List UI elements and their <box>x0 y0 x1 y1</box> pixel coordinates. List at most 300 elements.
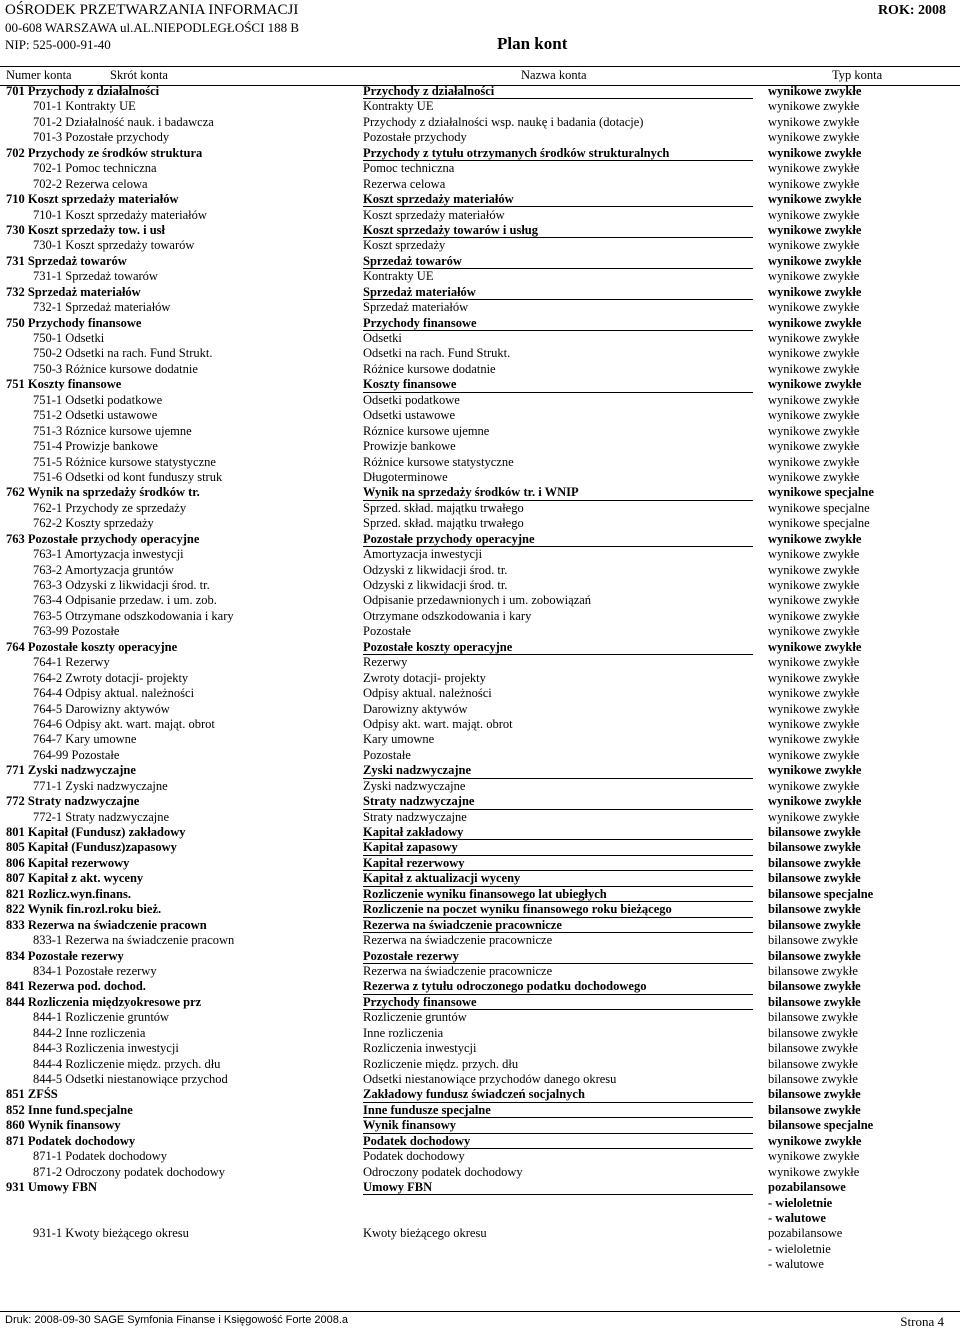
account-type: - walutowe <box>768 1257 824 1272</box>
account-name: Odsetki <box>363 331 402 345</box>
table-row <box>0 671 960 686</box>
account-code: 805 Kapitał (Fundusz)zapasowy <box>6 840 177 855</box>
column-header-type: Typ konta <box>832 68 883 82</box>
account-type: bilansowe zwykłe <box>768 1072 858 1086</box>
table-row <box>0 84 960 99</box>
account-name: Odpisy aktual. należności <box>363 686 492 701</box>
account-type: wynikowe zwykłe <box>768 207 860 222</box>
table-row <box>0 424 960 439</box>
table-row <box>0 516 960 531</box>
account-type: wynikowe zwykłe <box>768 809 860 824</box>
account-code: 844-2 Inne rozliczenia <box>33 1025 146 1040</box>
account-name: Przychody finansowe <box>363 316 753 331</box>
table-row <box>0 1041 960 1056</box>
table-row <box>0 1257 960 1272</box>
account-name: Przychody z działalności <box>363 84 753 99</box>
table-row <box>0 362 960 377</box>
table-row <box>0 840 960 855</box>
table-row <box>0 902 960 917</box>
account-type: wynikowe zwykłe <box>768 346 860 361</box>
account-code: 701 Przychody z działalności <box>6 84 160 98</box>
table-row <box>0 300 960 315</box>
table-row <box>0 655 960 670</box>
account-code: 763-5 Otrzymane odszkodowania i kary <box>33 608 234 623</box>
account-type: wynikowe zwykłe <box>768 222 862 237</box>
account-name: Podatek dochodowy <box>363 1149 465 1164</box>
account-name: Odroczony podatek dochodowy <box>363 1164 523 1179</box>
account-code: 751-2 Odsetki ustawowe <box>33 408 158 423</box>
account-type: wynikowe zwykłe <box>768 732 860 747</box>
account-name: Rezerwa na świadczenie pracownicze <box>363 933 553 948</box>
table-row <box>0 979 960 994</box>
account-name: Kapitał zakładowy <box>363 825 753 840</box>
account-type: bilansowe zwykłe <box>768 871 861 886</box>
table-row <box>0 346 960 361</box>
account-type: bilansowe zwykłe <box>768 1056 858 1071</box>
column-header-row <box>0 66 960 86</box>
account-code: 844-5 Odsetki niestanowiące przychod <box>33 1072 228 1086</box>
account-code: 750-3 Różnice kursowe dodatnie <box>33 361 198 376</box>
page-footer <box>0 1311 960 1330</box>
table-row <box>0 794 960 809</box>
account-code: 844-1 Rozliczenie gruntów <box>33 1010 170 1025</box>
account-name: Pomoc techniczna <box>363 161 455 176</box>
account-name: Podatek dochodowy <box>363 1134 753 1149</box>
account-type: bilansowe zwykłe <box>768 1025 858 1040</box>
account-name: Zyski nadzwyczajne <box>363 763 753 778</box>
table-row <box>0 609 960 624</box>
account-code: 750-1 Odsetki <box>33 331 105 345</box>
table-row <box>0 856 960 871</box>
account-type: wynikowe zwykłe <box>768 284 862 299</box>
account-type: bilansowe zwykłe <box>768 840 861 855</box>
account-name: Rezerwa na świadczenie pracownicze <box>363 918 753 933</box>
account-type: wynikowe zwykłe <box>768 161 860 176</box>
account-name: Odzyski z likwidacji środ. tr. <box>363 578 508 592</box>
account-name: Zwroty dotacji- projekty <box>363 670 486 685</box>
account-name: Kwoty bieżącego okresu <box>363 1226 487 1241</box>
account-name: Długoterminowe <box>363 469 448 484</box>
account-name: Odsetki na rach. Fund Strukt. <box>363 346 511 361</box>
table-row <box>0 161 960 176</box>
accounts-table <box>0 84 960 1273</box>
table-row <box>0 1242 960 1257</box>
account-code: 871-2 Odroczony podatek dochodowy <box>33 1164 225 1179</box>
account-type: wynikowe specjalne <box>768 500 870 515</box>
table-row <box>0 1149 960 1164</box>
account-type: wynikowe zwykłe <box>768 1133 862 1148</box>
account-name: Kapitał rezerwowy <box>363 856 753 871</box>
account-code: 771-1 Zyski nadzwyczajne <box>33 778 168 793</box>
table-row <box>0 377 960 392</box>
account-name: Koszt sprzedaży materiałów <box>363 192 753 207</box>
account-name: Pozostałe <box>363 747 411 762</box>
organization-info <box>5 2 299 53</box>
table-row <box>0 763 960 778</box>
table-row <box>0 331 960 346</box>
account-name: Amortyzacja inwestycji <box>363 547 483 562</box>
account-name: Przychody z tytułu otrzymanych środków strukturalnych <box>363 146 753 161</box>
table-row <box>0 686 960 701</box>
account-type: bilansowe zwykłe <box>768 825 861 839</box>
table-row <box>0 624 960 639</box>
account-code: 764-2 Zwroty dotacji- projekty <box>33 670 189 685</box>
account-type: wynikowe zwykłe <box>768 99 860 114</box>
table-row <box>0 748 960 763</box>
table-row <box>0 702 960 717</box>
table-row <box>0 1118 960 1133</box>
account-code: 931-1 Kwoty bieżącego okresu <box>33 1226 189 1241</box>
account-type: wynikowe specjalne <box>768 485 874 500</box>
account-type: wynikowe zwykłe <box>768 593 860 608</box>
account-code: 730 Koszt sprzedaży tow. i usł <box>6 222 166 237</box>
account-type: wynikowe zwykłe <box>768 331 860 345</box>
account-code: 844-3 Rozliczenia inwestycji <box>33 1041 179 1056</box>
table-row <box>0 779 960 794</box>
account-name: Rozliczenie gruntów <box>363 1010 467 1025</box>
account-type: wynikowe zwykłe <box>768 794 862 809</box>
account-code: 750 Przychody finansowe <box>6 315 142 330</box>
account-type: bilansowe zwykłe <box>768 1010 858 1025</box>
account-type: bilansowe zwykłe <box>768 1087 861 1102</box>
account-type: bilansowe zwykłe <box>768 902 861 917</box>
account-name: Inne fundusze specjalne <box>363 1103 753 1118</box>
account-type: wynikowe zwykłe <box>768 701 860 716</box>
account-type: bilansowe zwykłe <box>768 979 861 994</box>
account-name: Koszt sprzedaży towarów i usług <box>363 223 753 238</box>
account-type: wynikowe zwykłe <box>768 315 862 330</box>
table-row <box>0 933 960 948</box>
account-name: Pozostałe przychody <box>363 130 467 145</box>
account-name: Kapitał z aktualizacji wyceny <box>363 871 753 886</box>
account-type: wynikowe specjalne <box>768 516 870 531</box>
organization-nip: NIP: 525-000-91-40 <box>5 37 111 52</box>
table-row <box>0 1010 960 1025</box>
account-code: 702-1 Pomoc techniczna <box>33 161 157 176</box>
account-code: 860 Wynik finansowy <box>6 1118 121 1133</box>
account-name: Sprzed. skład. majątku trwałego <box>363 516 524 531</box>
column-header-name: Nazwa konta <box>521 68 587 82</box>
page-number: Strona 4 <box>900 1314 944 1329</box>
account-code: 762-2 Koszty sprzedaży <box>33 516 154 531</box>
account-type: wynikowe zwykłe <box>768 469 860 484</box>
account-type: wynikowe zwykłe <box>768 84 862 98</box>
table-row <box>0 223 960 238</box>
account-type: wynikowe zwykłe <box>768 547 860 562</box>
account-name: Koszty finansowe <box>363 377 753 392</box>
account-name: Różnice kursowe statystyczne <box>363 454 514 469</box>
account-type: - wieloletnie <box>768 1241 831 1256</box>
table-row <box>0 871 960 886</box>
table-row <box>0 238 960 253</box>
table-row <box>0 810 960 825</box>
account-code: 833-1 Rezerwa na świadczenie pracown <box>33 933 235 948</box>
account-type: wynikowe zwykłe <box>768 778 860 793</box>
account-code: 833 Rezerwa na świadczenie pracown <box>6 917 207 932</box>
account-name: Rezerwa z tytułu odroczonego podatku dochodowego <box>363 979 753 994</box>
table-row <box>0 1134 960 1149</box>
account-type: wynikowe zwykłe <box>768 670 860 685</box>
account-type: - wieloletnie <box>768 1195 833 1210</box>
table-row <box>0 192 960 207</box>
table-row <box>0 547 960 562</box>
account-type: wynikowe zwykłe <box>768 531 862 546</box>
account-name: Rozliczenie na poczet wyniku finansowego roku bieżącego <box>363 902 753 917</box>
account-name: Odpisy akt. wart. mająt. obrot <box>363 716 513 731</box>
account-name: Zakładowy fundusz świadczeń socjalnych <box>363 1087 753 1102</box>
account-code: 750-2 Odsetki na rach. Fund Strukt. <box>33 346 213 361</box>
account-code: 763-2 Amortyzacja gruntów <box>33 562 174 577</box>
account-name: Rezerwa na świadczenie pracownicze <box>363 963 553 978</box>
account-type: wynikowe zwykłe <box>768 578 860 592</box>
organization-name: OŚRODEK PRZETWARZANIA INFORMACJI <box>5 2 299 18</box>
account-code: 730-1 Koszt sprzedaży towarów <box>33 238 195 253</box>
account-type: bilansowe zwykłe <box>768 994 861 1009</box>
table-row <box>0 439 960 454</box>
account-code: 834-1 Pozostałe rezerwy <box>33 963 157 978</box>
account-name: Koszt sprzedaży materiałów <box>363 207 505 222</box>
table-row <box>0 269 960 284</box>
account-type: wynikowe zwykłe <box>768 145 862 160</box>
account-type: wynikowe zwykłe <box>768 192 862 207</box>
account-type: wynikowe zwykłe <box>768 392 860 407</box>
table-row <box>0 285 960 300</box>
account-name: Odzyski z likwidacji środ. tr. <box>363 562 508 577</box>
account-name: Kary umowne <box>363 732 435 747</box>
account-code: 702-2 Rezerwa celowa <box>33 176 148 191</box>
account-name: Kapitał zapasowy <box>363 840 753 855</box>
account-code: 751-5 Różnice kursowe statystyczne <box>33 454 216 469</box>
table-row <box>0 1087 960 1102</box>
account-name: Rozliczenie międz. przych. dłu <box>363 1056 519 1071</box>
account-type: wynikowe zwykłe <box>768 655 860 670</box>
table-row <box>0 1211 960 1226</box>
account-code: 701-3 Pozostałe przychody <box>33 130 170 145</box>
table-row <box>0 316 960 331</box>
account-type: wynikowe zwykłe <box>768 130 860 145</box>
account-name: Rozliczenie wyniku finansowego lat ubiegłych <box>363 887 753 902</box>
table-row <box>0 532 960 547</box>
account-code: 732 Sprzedaż materiałów <box>6 284 141 299</box>
account-code: 751-1 Odsetki podatkowe <box>33 392 163 407</box>
account-code: 801 Kapitał (Fundusz) zakładowy <box>6 825 186 839</box>
account-name: Rezerwa celowa <box>363 176 446 191</box>
account-type: pozabilansowe <box>768 1180 846 1195</box>
account-code: 931 Umowy FBN <box>6 1180 97 1195</box>
account-type: wynikowe zwykłe <box>768 238 860 253</box>
account-code: 771 Zyski nadzwyczajne <box>6 763 136 778</box>
account-name: Różnice kursowe dodatnie <box>363 361 496 376</box>
account-type: wynikowe zwykłe <box>768 1149 860 1164</box>
table-row <box>0 177 960 192</box>
account-code: 762 Wynik na sprzedaży środków tr. <box>6 485 200 500</box>
account-code: 844 Rozliczenia międzyokresowe prz <box>6 994 202 1009</box>
account-name: Wynik na sprzedaży środków tr. i WNIP <box>363 485 753 500</box>
account-type: wynikowe zwykłe <box>768 176 860 191</box>
account-type: bilansowe zwykłe <box>768 1102 861 1117</box>
account-code: 807 Kapitał z akt. wyceny <box>6 871 144 886</box>
table-row <box>0 485 960 500</box>
account-name: Pozostałe przychody operacyjne <box>363 532 753 547</box>
account-name: Wynik finansowy <box>363 1118 753 1133</box>
account-name: Przychody finansowe <box>363 995 753 1010</box>
account-name: Sprzedaż towarów <box>363 254 753 269</box>
account-type: wynikowe zwykłe <box>768 562 860 577</box>
account-name: Pozostałe rezerwy <box>363 949 753 964</box>
table-row <box>0 115 960 130</box>
account-code: 763 Pozostałe przychody operacyjne <box>6 531 200 546</box>
table-row <box>0 1026 960 1041</box>
account-code: 763-3 Odzyski z likwidacji środ. tr. <box>33 578 210 592</box>
account-name: Inne rozliczenia <box>363 1025 444 1040</box>
account-name: Sprzedaż materiałów <box>363 285 753 300</box>
table-row <box>0 501 960 516</box>
organization-address: 00-608 WARSZAWA ul.AL.NIEPODLEGŁOŚCI 188 B <box>5 20 300 35</box>
table-row <box>0 949 960 964</box>
table-row <box>0 1165 960 1180</box>
account-name: Sprzed. skład. majątku trwałego <box>363 500 524 515</box>
table-row <box>0 732 960 747</box>
table-row <box>0 254 960 269</box>
table-row <box>0 717 960 732</box>
account-code: 764 Pozostałe koszty operacyjne <box>6 639 178 654</box>
account-code: 702 Przychody ze środków struktura <box>6 145 203 160</box>
table-row <box>0 1196 960 1211</box>
account-type: wynikowe zwykłe <box>768 439 860 454</box>
account-code: 821 Rozlicz.wyn.finans. <box>6 886 131 901</box>
table-row <box>0 146 960 161</box>
account-code: 763-4 Odpisanie przedaw. i um. zob. <box>33 593 217 608</box>
account-name: Straty nadzwyczajne <box>363 794 753 809</box>
account-name: Umowy FBN <box>363 1180 753 1195</box>
account-name: Przychody z działalności wsp. naukę i badania (dotacje) <box>363 114 644 129</box>
account-code: 764-5 Darowizny aktywów <box>33 701 170 716</box>
account-code: 764-7 Kary umowne <box>33 732 137 747</box>
account-name: Straty nadzwyczajne <box>363 809 467 824</box>
account-code: 751 Koszty finansowe <box>6 377 122 392</box>
account-type: wynikowe zwykłe <box>768 300 860 315</box>
account-code: 751-4 Prowizje bankowe <box>33 439 158 454</box>
account-type: bilansowe zwykłe <box>768 963 858 978</box>
table-row <box>0 578 960 593</box>
account-code: 764-99 Pozostałe <box>33 747 120 762</box>
table-row <box>0 470 960 485</box>
table-row <box>0 393 960 408</box>
account-code: 852 Inne fund.specjalne <box>6 1102 133 1117</box>
account-code: 851 ZFŚS <box>6 1087 58 1102</box>
account-type: wynikowe zwykłe <box>768 716 860 731</box>
account-type: wynikowe zwykłe <box>768 608 860 623</box>
column-header-short: Skrót konta <box>110 68 168 82</box>
account-type: wynikowe zwykłe <box>768 1164 860 1179</box>
account-code: 751-3 Róznice kursowe ujemne <box>33 423 192 438</box>
account-type: bilansowe specjalne <box>768 886 874 901</box>
fiscal-year: ROK: 2008 <box>877 3 946 18</box>
table-row <box>0 887 960 902</box>
account-code: 762-1 Przychody ze sprzedaży <box>33 500 187 515</box>
account-code: 731 Sprzedaż towarów <box>6 253 127 268</box>
account-type: pozabilansowe <box>768 1226 843 1241</box>
account-type: wynikowe zwykłe <box>768 624 860 639</box>
account-type: bilansowe zwykłe <box>768 917 861 932</box>
table-row <box>0 99 960 114</box>
table-row <box>0 455 960 470</box>
account-name: Odsetki niestanowiące przychodów danego okresu <box>363 1072 617 1086</box>
account-type: wynikowe zwykłe <box>768 686 860 701</box>
account-type: wynikowe zwykłe <box>768 269 860 284</box>
account-type: wynikowe zwykłe <box>768 747 860 762</box>
account-code: 764-1 Rezerwy <box>33 655 110 670</box>
table-row <box>0 208 960 223</box>
account-type: bilansowe zwykłe <box>768 855 861 870</box>
account-code: 764-6 Odpisy akt. wart. mająt. obrot <box>33 716 215 731</box>
account-type: wynikowe zwykłe <box>768 423 860 438</box>
account-name: Prowizje bankowe <box>363 439 456 454</box>
account-type: wynikowe zwykłe <box>768 639 862 654</box>
table-row <box>0 1103 960 1118</box>
account-code: 751-6 Odsetki od kont funduszy struk <box>33 469 223 484</box>
account-name: Pozostałe koszty operacyjne <box>363 640 753 655</box>
account-code: 763-1 Amortyzacja inwestycji <box>33 547 184 562</box>
account-code: 844-4 Rozliczenie międz. przych. dłu <box>33 1056 221 1071</box>
account-code: 701-2 Działalność nauk. i badawcza <box>33 114 214 129</box>
account-type: wynikowe zwykłe <box>768 361 860 376</box>
account-type: bilansowe zwykłe <box>768 933 858 948</box>
account-code: 710-1 Koszt sprzedaży materiałów <box>33 207 207 222</box>
account-type: wynikowe zwykłe <box>768 377 862 392</box>
account-type: bilansowe zwykłe <box>768 948 861 963</box>
account-type: wynikowe zwykłe <box>768 114 860 129</box>
account-type: bilansowe zwykłe <box>768 1041 858 1056</box>
table-row <box>0 408 960 423</box>
account-name: Rezerwy <box>363 655 408 670</box>
table-row <box>0 1072 960 1087</box>
account-name: Pozostałe <box>363 624 411 639</box>
account-name: Sprzedaż materiałów <box>363 300 469 315</box>
table-row <box>0 1226 960 1241</box>
print-info: Druk: 2008-09-30 SAGE Symfonia Finanse i Księgowość Forte 2008.a <box>5 1314 349 1326</box>
table-row <box>0 640 960 655</box>
account-name: Róznice kursowe ujemne <box>363 423 490 438</box>
account-code: 732-1 Sprzedaż materiałów <box>33 300 171 315</box>
table-row <box>0 825 960 840</box>
table-row <box>0 964 960 979</box>
account-name: Rozliczenia inwestycji <box>363 1041 477 1056</box>
account-name: Odpisanie przedawnionych i um. zobowiązań <box>363 593 592 608</box>
account-code: 701-1 Kontrakty UE <box>33 99 136 114</box>
account-name: Otrzymane odszkodowania i kary <box>363 608 532 623</box>
account-name: Odsetki ustawowe <box>363 408 455 423</box>
table-row <box>0 918 960 933</box>
account-code: 871 Podatek dochodowy <box>6 1133 136 1148</box>
account-code: 822 Wynik fin.rozl.roku bież. <box>6 902 162 917</box>
account-name: Odsetki podatkowe <box>363 392 460 407</box>
table-row <box>0 995 960 1010</box>
account-code: 710 Koszt sprzedaży materiałów <box>6 192 179 207</box>
account-type: wynikowe zwykłe <box>768 253 862 268</box>
account-code: 763-99 Pozostałe <box>33 624 120 639</box>
account-type: wynikowe zwykłe <box>768 408 860 423</box>
account-name: Darowizny aktywów <box>363 701 468 716</box>
account-type: - walutowe <box>768 1210 826 1225</box>
account-code: 772-1 Straty nadzwyczajne <box>33 809 170 824</box>
account-name: Koszt sprzedaży <box>363 238 446 253</box>
page-title: Plan kont <box>497 34 568 53</box>
account-name: Kontrakty UE <box>363 269 434 284</box>
table-row <box>0 563 960 578</box>
account-name: Kontrakty UE <box>363 99 434 114</box>
account-code: 871-1 Podatek dochodowy <box>33 1149 168 1164</box>
